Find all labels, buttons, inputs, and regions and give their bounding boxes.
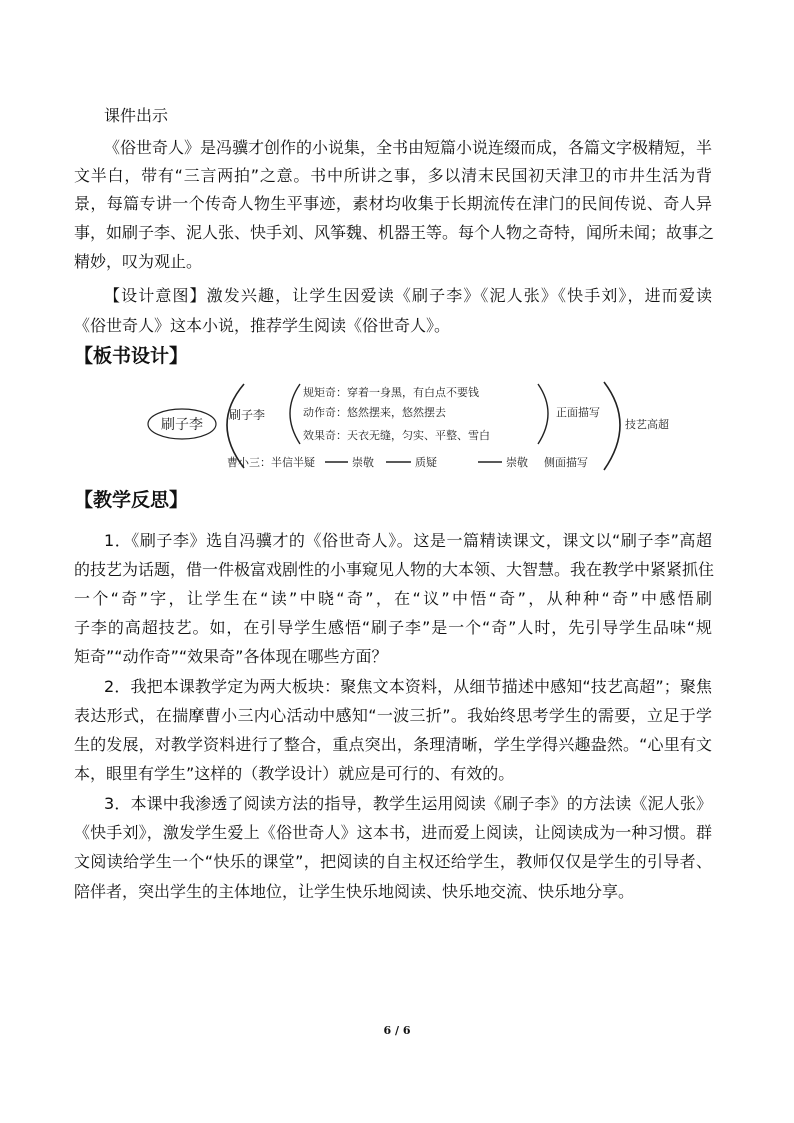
reflection-line: 2．我把本课教学定为两大板块：聚焦文本资料，从细节描述中感知“技艺高超”；聚焦 [104, 677, 712, 696]
reflection-line: 一个“奇”字，让学生在“读”中晓“奇”，在“议”中悟“奇”，从种种“奇”中感悟刷 [74, 589, 712, 608]
intro-line: 《俗世奇人》是冯骥才创作的小说集，全书由短篇小说连缀而成，各篇文字极精短，半 [104, 138, 713, 157]
reflection-line: 1．《刷子李》选自冯骥才的《俗世奇人》。这是一篇精读课文，课文以“刷子李”高超 [104, 531, 712, 550]
reflection-line: 表达形式，在揣摩曹小三内心活动中感知“一波三折”。我始终思考学生的需要，立足于学 [74, 706, 712, 725]
design-intent-line: 《俗世奇人》这本小说，推荐学生阅读《俗世奇人》。 [74, 316, 451, 335]
outer-right-bracket [604, 382, 620, 470]
cao-step: 崇敬 [352, 456, 374, 469]
board-title: 刷子李 [161, 417, 203, 433]
reflection-line: 《快手刘》，激发学生爱上《俗世奇人》这本书，进而爱上阅读，让阅读成为一种习惯。群 [74, 823, 712, 842]
reflection-line: 陪伴者，突出学生的主体地位，让学生快乐地阅读、快乐地交流、快乐地分享。 [74, 882, 635, 901]
reflection-line: 本，眼里有学生”这样的（教学设计）就应是可行的、有效的。 [74, 764, 515, 783]
reflection-line: 的技艺为话题，借一件极富戏剧性的小事窥见人物的大本领、大智慧。我在教学中紧紧抓住 [74, 560, 715, 579]
courseware-label: 课件出示 [104, 106, 169, 125]
rows-right-bracket [538, 384, 548, 444]
rows-left-bracket [290, 384, 300, 444]
board-row: 规矩奇：穿着一身黑，有白点不要钱 [303, 386, 479, 399]
board-row: 动作奇：悠然摆来，悠然摆去 [303, 406, 446, 419]
design-intent-line: 【设计意图】激发兴趣，让学生因爱读《刷子李》《泥人张》《快手刘》，进而爱读 [104, 286, 712, 305]
board-result: 技艺高超 [625, 418, 669, 431]
board-cao-label: 曹小三：半信半疑 [227, 456, 315, 469]
reflection-line: 生的发展，对教学资料进行了整合，重点突出，条理清晰，学生学得兴趣盎然。“心里有文 [74, 735, 712, 754]
intro-line: 景，每篇专讲一个传奇人物生平事迹，素材均收集于长期流传在津门的民间传说、奇人异 [74, 194, 712, 213]
intro-line: 文半白，带有“三言两拍”之意。书中所讲之事，多以清末民国初天津卫的市井生活为背 [74, 166, 712, 185]
page-number: 6 / 6 [383, 1024, 411, 1037]
board-subject: 刷子李 [229, 408, 266, 422]
reflection-line: 子李的高超技艺。如，在引导学生感悟“刷子李”是一个“奇”人时，先引导学生品味“规 [74, 618, 712, 637]
reflection-line: 3．本课中我渗透了阅读方法的指导，教学生运用阅读《刷子李》的方法读《泥人张》 [104, 794, 712, 813]
intro-line: 精妙，叹为观止。 [74, 252, 203, 271]
board-design-heading: 【板书设计】 [74, 345, 189, 367]
reflection-line: 矩奇”“动作奇”“效果奇”各体现在哪些方面？ [74, 647, 388, 666]
board-side-description: 侧面描写 [544, 456, 588, 469]
reflection-line: 文阅读给学生一个“快乐的课堂”，把阅读的自主权还给学生，教师仅仅是学生的引导者、 [74, 852, 712, 871]
board-direct-description: 正面描写 [556, 406, 600, 419]
board-diagram [140, 378, 700, 478]
cao-step: 崇敬 [506, 456, 528, 469]
teaching-reflection-heading: 【教学反思】 [74, 489, 189, 511]
board-row: 效果奇：天衣无缝，匀实、平整、雪白 [303, 429, 490, 442]
cao-step: 质疑 [415, 456, 437, 469]
intro-line: 事，如刷子李、泥人张、快手刘、风筝魏、机器王等。每个人物之奇特，闻所未闻；故事之 [74, 223, 715, 242]
